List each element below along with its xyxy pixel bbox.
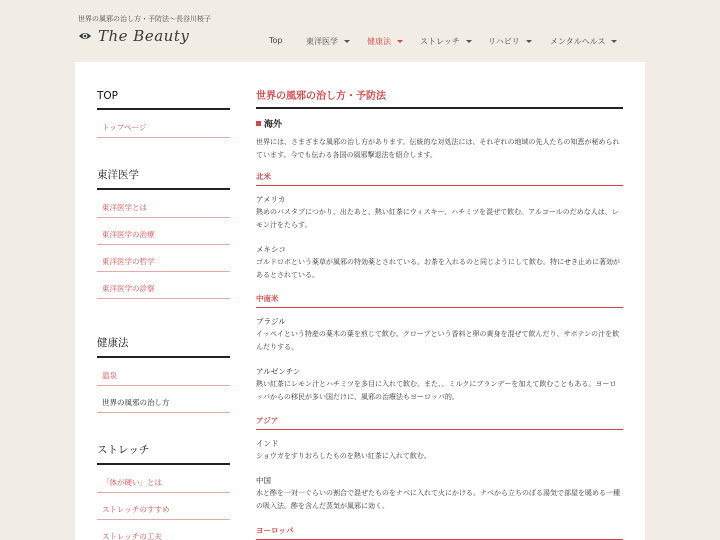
country-text-china: 水と酢を一対一ぐらいの割合で混ぜたものをナベに入れて火にかける。ナベから立ちのぼる湯気で部屋を暖める一種の吸入法。酢を含んだ蒸気が風邪に効く。 [256,489,620,510]
region-heading-latin-america: 中南米 [256,293,623,308]
country-name-india: インド [256,439,279,448]
country-name-argentina: アルゼンチン [256,367,301,376]
caret-down-icon [466,40,472,43]
sidebar-item-toyo-diagnosis[interactable]: 東洋医学の診察 [97,272,230,299]
caret-down-icon [344,40,350,43]
country-text-argentina: 熱い紅茶にレモン汁とハチミツを多目に入れて飲む。また、、ミルクにブランデーを加えて飲むこともある。ヨーロッパからの移民が多い国だけに、風邪の治療法もヨーロッパ的。 [256,380,617,401]
sidebar-group-kenko [97,335,230,413]
logo-text: The Beauty [98,27,190,45]
country-name-brazil: ブラジル [256,317,286,326]
country-text-usa: 熱めのバスタブにつかり、出たあと、熱い紅茶にウィスキー、ハチミツを混ぜて飲む。アルコールのだめな人は、レモン汁をたらす。 [256,208,619,229]
nav-mental[interactable] [550,36,617,47]
country-text-india: ショウガをすりおろしたものを熱い紅茶に入れて飲む。 [256,452,431,460]
nav-label: 東洋医学 [306,37,338,46]
sidebar-item-toyo-philosophy[interactable]: 東洋医学の哲学 [97,245,230,272]
sidebar-heading: 東洋医学 [97,167,230,190]
sidebar-group-stretch [97,442,230,540]
square-bullet-icon [256,121,261,126]
intro-text: 世界には、さまざまな風邪の治し方があります。伝統的な対処法には、それぞれの地域の先人たちの知恵が秘められています。今でも伝わる各国の風邪撃退法を紹介します。 [256,138,620,159]
nav-label: リハビリ [488,37,520,46]
caret-down-icon [526,40,532,43]
nav-toyo[interactable] [306,36,350,47]
nav-label: Top [269,36,283,45]
sidebar-heading: TOP [97,90,230,110]
country-name-mexico: メキシコ [256,245,286,254]
nav-rehab[interactable] [488,36,532,47]
sidebar-heading: ストレッチ [97,442,230,465]
region-heading-north-america: 北米 [256,171,623,186]
sidebar-item-toyo-about[interactable]: 東洋医学とは [97,190,230,218]
sidebar-group-toyo [97,167,230,299]
region-heading-europe: ヨーロッパ [256,525,623,540]
sidebar-item-onsen[interactable]: 温泉 [97,358,230,386]
section-heading-text: 海外 [264,120,283,130]
sidebar-item-toppage[interactable]: トップページ [97,110,230,138]
sidebar-item-cold-cure[interactable]: 世界の風邪の治し方 [97,386,230,413]
nav-label: ストレッチ [420,37,460,46]
nav-stretch[interactable] [420,36,472,47]
section-heading [256,117,623,130]
caret-down-icon [611,40,617,43]
site-description: 世界の風邪の治し方・予防法〜長谷川桜子 [78,15,211,23]
content-panel [75,62,645,540]
nav-label: メンタルヘルス [550,37,606,46]
nav-kenko[interactable] [367,36,403,47]
main-nav [0,36,720,48]
region-heading-asia: アジア [256,415,623,430]
country-name-usa: アメリカ [256,195,286,204]
nav-top[interactable] [269,36,283,45]
sidebar-item-stretch-tips[interactable]: ストレッチの工夫 [97,520,230,540]
sidebar-item-stretch-recommend[interactable]: ストレッチのすすめ [97,493,230,520]
sidebar-item-toyo-treatment[interactable]: 東洋医学の治療 [97,218,230,245]
country-text-brazil: イッペイという特産の薬木の葉を煎じて飲む。クローブという香料と卵の黄身を混ぜて飲んだり、サボテンの汁を飲んだりする。 [256,330,620,351]
country-text-mexico: ゴルドロボという薬草が風邪の特効薬とされている。お茶を入れるのと同じようにして飲む。特にせき止めに著効があるとされている。 [256,258,620,279]
nav-label: 健康法 [367,37,391,46]
sidebar-item-stiff-body[interactable]: 「体が硬い」とは [97,465,230,493]
sidebar-heading: 健康法 [97,335,230,358]
page-title: 世界の風邪の治し方・予防法 [256,87,623,109]
country-name-china: 中国 [256,476,271,485]
caret-down-icon [397,40,403,43]
sidebar-group-top [97,90,230,138]
